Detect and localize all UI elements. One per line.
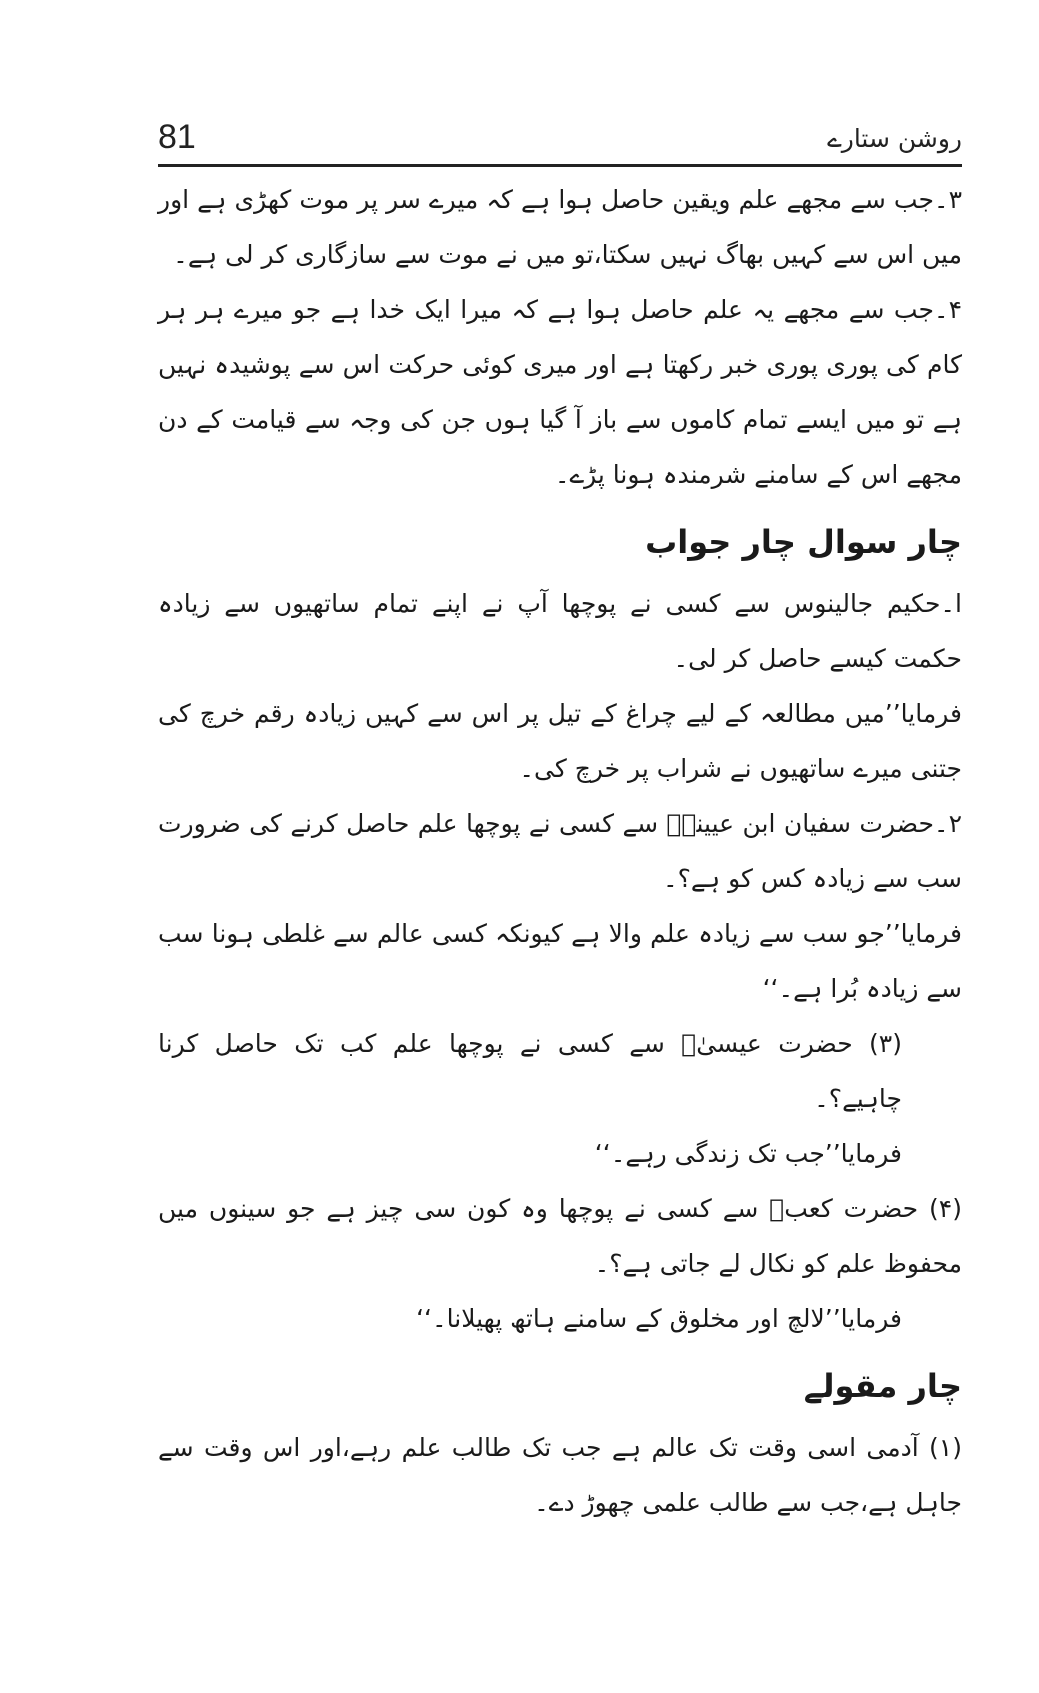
paragraph: ۴۔جب سے مجھے یہ علم حاصل ہوا ہے کہ میرا ایک خدا ہے جو میرے ہر ہر کام کی پوری پوری خبر رکھتا ہے اور میری کوئی حرکت اس سے پوشیدہ نہیں ہے تو میں ایسے تمام کاموں سے باز آ گیا ہوں جن کی وجہ سے قیامت کے دن مجھے اس کے سامنے شرمندہ ہونا پڑے۔ bbox=[158, 295, 962, 489]
running-title: روشن ستارے bbox=[827, 124, 962, 153]
paragraph: (۴) حضرت کعبؓ سے کسی نے پوچھا وہ کون سی چیز ہے جو سینوں میں محفوظ علم کو نکال لے جاتی ہے؟۔ bbox=[158, 1194, 962, 1278]
section-heading: چار سوال چار جواب bbox=[645, 523, 962, 561]
paragraph: ۳۔جب سے مجھے علم ویقین حاصل ہوا ہے کہ میرے سر پر موت کھڑی ہے اور میں اس سے کہیں بھاگ نہیں سکتا،تو میں نے موت سے سازگاری کر لی ہے۔ bbox=[158, 185, 962, 269]
section-heading: چار مقولے bbox=[803, 1367, 962, 1405]
paragraph: ۲۔حضرت سفیان ابن عیینہؒ سے کسی نے پوچھا علم حاصل کرنے کی ضرورت سب سے زیادہ کس کو ہے؟۔ bbox=[158, 809, 962, 893]
paragraph: فرمایا’’جب تک زندگی رہے۔‘‘ bbox=[594, 1139, 902, 1168]
header-rule bbox=[158, 164, 962, 167]
paragraph: (۱) آدمی اسی وقت تک عالم ہے جب تک طالب علم رہے،اور اس وقت سے جاہل ہے،جب سے طالب علمی چھوڑ دے۔ bbox=[158, 1433, 962, 1517]
paragraph: ا۔حکیم جالینوس سے کسی نے پوچھا آپ نے اپنے تمام ساتھیوں سے زیادہ حکمت کیسے حاصل کر لی۔ bbox=[158, 589, 962, 673]
paragraph: فرمایا’’جو سب سے زیادہ علم والا ہے کیونکہ کسی عالم سے غلطی ہونا سب سے زیادہ بُرا ہے۔‘‘ bbox=[158, 919, 962, 1003]
page-number: 81 bbox=[158, 118, 196, 156]
paragraph: فرمایا’’میں مطالعہ کے لیے چراغ کے تیل پر اس سے کہیں زیادہ رقم خرچ کی جتنی میرے ساتھیوں نے شراب پر خرچ کی۔ bbox=[158, 699, 962, 783]
paragraph: فرمایا’’لالچ اور مخلوق کے سامنے ہاتھ پھیلانا۔‘‘ bbox=[416, 1304, 902, 1333]
page-header bbox=[158, 110, 962, 164]
page-body bbox=[158, 172, 962, 1530]
paragraph: (۳) حضرت عیسیٰؑ سے کسی نے پوچھا علم کب تک حاصل کرنا چاہیے؟۔ bbox=[158, 1029, 902, 1113]
